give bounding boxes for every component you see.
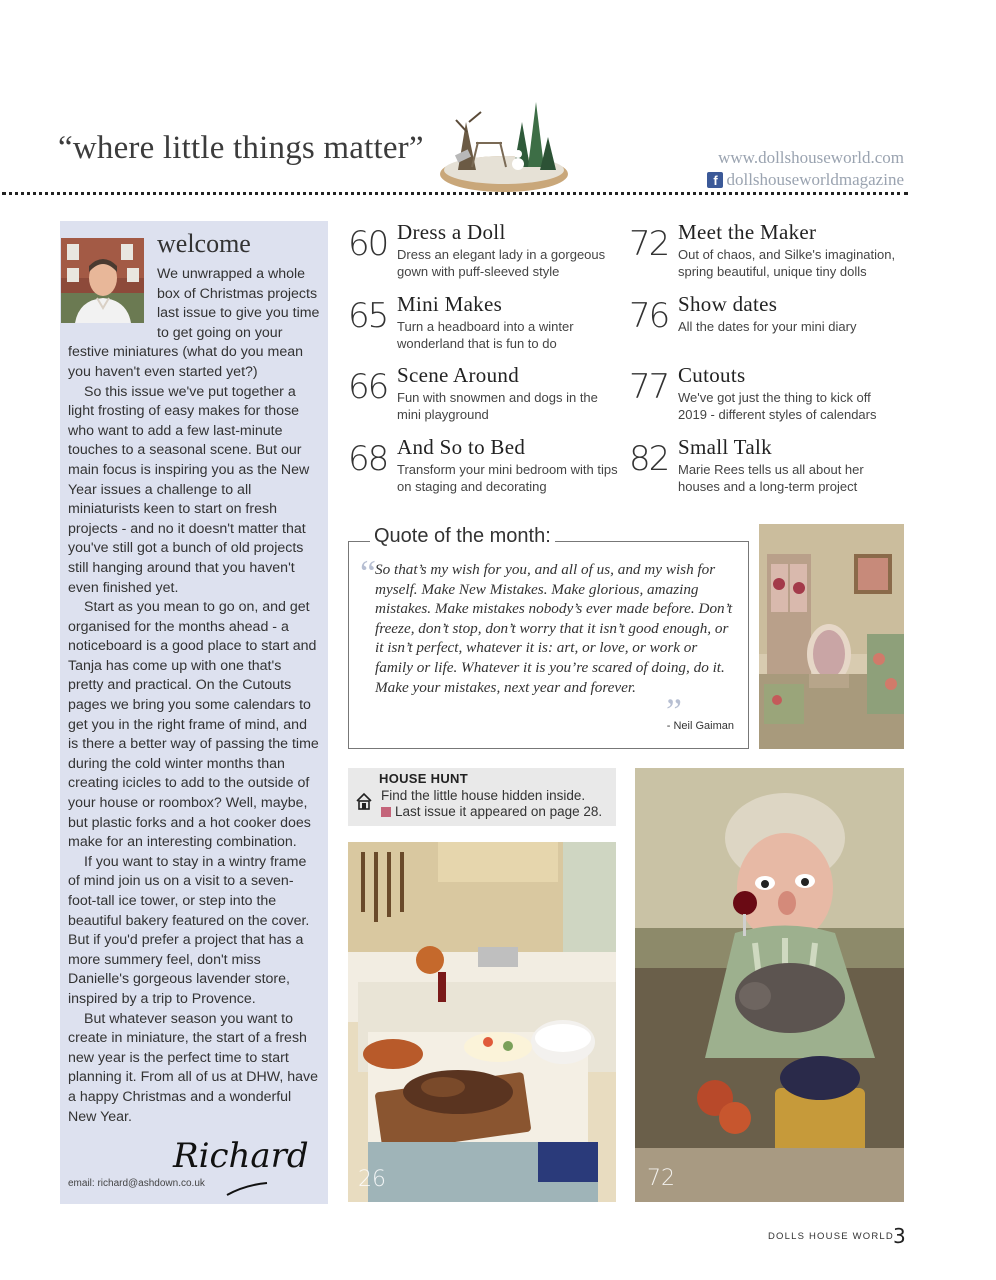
footer-page-number: 3 [893, 1224, 906, 1248]
doll-photo[interactable] [635, 768, 904, 1202]
contents-item[interactable] [348, 220, 618, 294]
welcome-paragraph: We unwrapped a whole box of Christmas projects last issue to give you time to get going on your festive miniatures (what do you mean you haven't even started yet?) [68, 266, 320, 380]
contents-description: Fun with snowmen and dogs in the mini playground [397, 390, 598, 422]
contents-description: We've got just the thing to kick off 2019 - different styles of calendars [678, 390, 877, 422]
dollhouse-room-photo [759, 524, 904, 749]
contents-item[interactable] [348, 292, 618, 366]
contents-description: Dress an elegant lady in a gorgeous gown with puff-sleeved style [397, 247, 606, 279]
welcome-title: welcome [157, 229, 251, 258]
quote-attribution: - Neil Gaiman [666, 720, 734, 732]
contents-page-number: 65 [348, 296, 388, 336]
photo-page-number: 72 [647, 1166, 675, 1191]
house-hunt-last-issue-text: Last issue it appeared on page 28. [395, 804, 603, 819]
house-icon [355, 792, 373, 810]
contents-description: Turn a headboard into a winter wonderland that is fun to do [397, 319, 574, 351]
kitchen-photo[interactable] [348, 842, 616, 1202]
open-quote-mark: “ [360, 553, 376, 593]
welcome-paragraph: But whatever season you want to create in miniature, the start of a fresh new year is the perfect time to start planning it. From all of us at DHW, have a happy Christmas and a wonderful New Year. [68, 1010, 318, 1125]
contents-page-number: 82 [629, 439, 669, 479]
marker-square [381, 807, 391, 817]
facebook-link[interactable] [707, 170, 904, 190]
close-quote-mark: ” [666, 691, 682, 731]
welcome-paragraph: So this issue we've put together a light frosting of easy makes for those who want to add a few last-minute touches to a seasonal scene. But our main focus is inspiring you as the New Year issues a challenge to all miniaturists keen to start on fresh projects - and no it doesn't matter that you've still got a bunch of old projects still hanging around that you haven't even finished yet. [68, 383, 310, 596]
contents-item[interactable] [629, 363, 899, 437]
quote-text: So that’s my wish for you, and all of us, and my wish for myself. Make New Mistakes. Make glorious, amazing mistakes. Make mistakes nobody’s ever made before. Don’t freeze, don’t stop, don’t worry that it isn’t good enough, or it isn’t perfect, whatever it is: art, or love, or work or family or life. Whatever it is you’re scared of doing, do it. Make your mistakes, next year and forever. [375, 561, 733, 696]
facebook-handle: dollshouseworldmagazine [726, 170, 904, 189]
contents-page-number: 76 [629, 296, 669, 336]
contents-page-number: 77 [629, 367, 669, 407]
contents-description: Marie Rees tells us all about her houses and a long-term project [678, 462, 864, 494]
welcome-body [68, 265, 320, 1127]
welcome-paragraph: If you want to stay in a wintry frame of mind join us on a visit to a seven-foot-tall ice tower, or step into the beautiful bakery featured on the cover. But if you'd prefer a project that has a more summery feel, don't miss Danielle's gorgeous lavender store, inspired by a trip to Provence. [68, 853, 310, 1007]
contents-item[interactable] [348, 435, 618, 509]
contents-description: All the dates for your mini diary [678, 319, 857, 334]
house-hunt-title: HOUSE HUNT [379, 771, 468, 786]
contents-title: Show dates [678, 292, 778, 316]
contents-title: Scene Around [397, 363, 519, 387]
contents-item[interactable] [629, 435, 899, 509]
website-url[interactable]: www.dollshouseworld.com [718, 148, 904, 167]
contents-title: Mini Makes [397, 292, 503, 316]
editor-email[interactable]: email: richard@ashdown.co.uk [68, 1178, 205, 1189]
contents-title: Dress a Doll [397, 220, 506, 244]
miniature-scene-image [436, 82, 571, 197]
house-hunt-last-issue [381, 804, 602, 819]
contents-title: Small Talk [678, 435, 772, 459]
photo-page-number: 26 [358, 1167, 386, 1192]
contents-page-number: 66 [348, 367, 388, 407]
contents-title: Meet the Maker [678, 220, 817, 244]
contents-page-number: 72 [629, 224, 669, 264]
contents-page-number: 68 [348, 439, 388, 479]
tagline: “where little things matter” [58, 130, 424, 166]
house-hunt-instructions: Find the little house hidden inside. [381, 788, 586, 803]
contents-title: Cutouts [678, 363, 746, 387]
contents-title: And So to Bed [397, 435, 526, 459]
contents-page-number: 60 [348, 224, 388, 264]
contents-item[interactable] [629, 292, 899, 366]
contents-item[interactable] [629, 220, 899, 294]
dotted-divider [2, 192, 908, 195]
facebook-icon: f [707, 172, 723, 188]
signature-text: Richard [173, 1136, 309, 1176]
contents-description: Transform your mini bedroom with tips on staging and decorating [397, 462, 618, 494]
footer-magazine-name: DOLLS HOUSE WORLD [768, 1231, 894, 1242]
contents-description: Out of chaos, and Silke's imagination, spring beautiful, unique tiny dolls [678, 247, 896, 279]
welcome-paragraph: Start as you mean to go on, and get organised for the months ahead - a noticeboard is a good place to start and Tanja has come up with one that's pretty and practical. On the Cutouts pages we bring you some calendars to get you in the right frame of mind, and is there a better way of passing the time during the cold winter months than creating icicles to add to the outside of your house or roombox? Well, maybe, but plastic forks and a hot cooker does make for an interesting combination. [68, 599, 319, 851]
quote-heading: Quote of the month: [370, 525, 555, 548]
contents-item[interactable] [348, 363, 618, 437]
